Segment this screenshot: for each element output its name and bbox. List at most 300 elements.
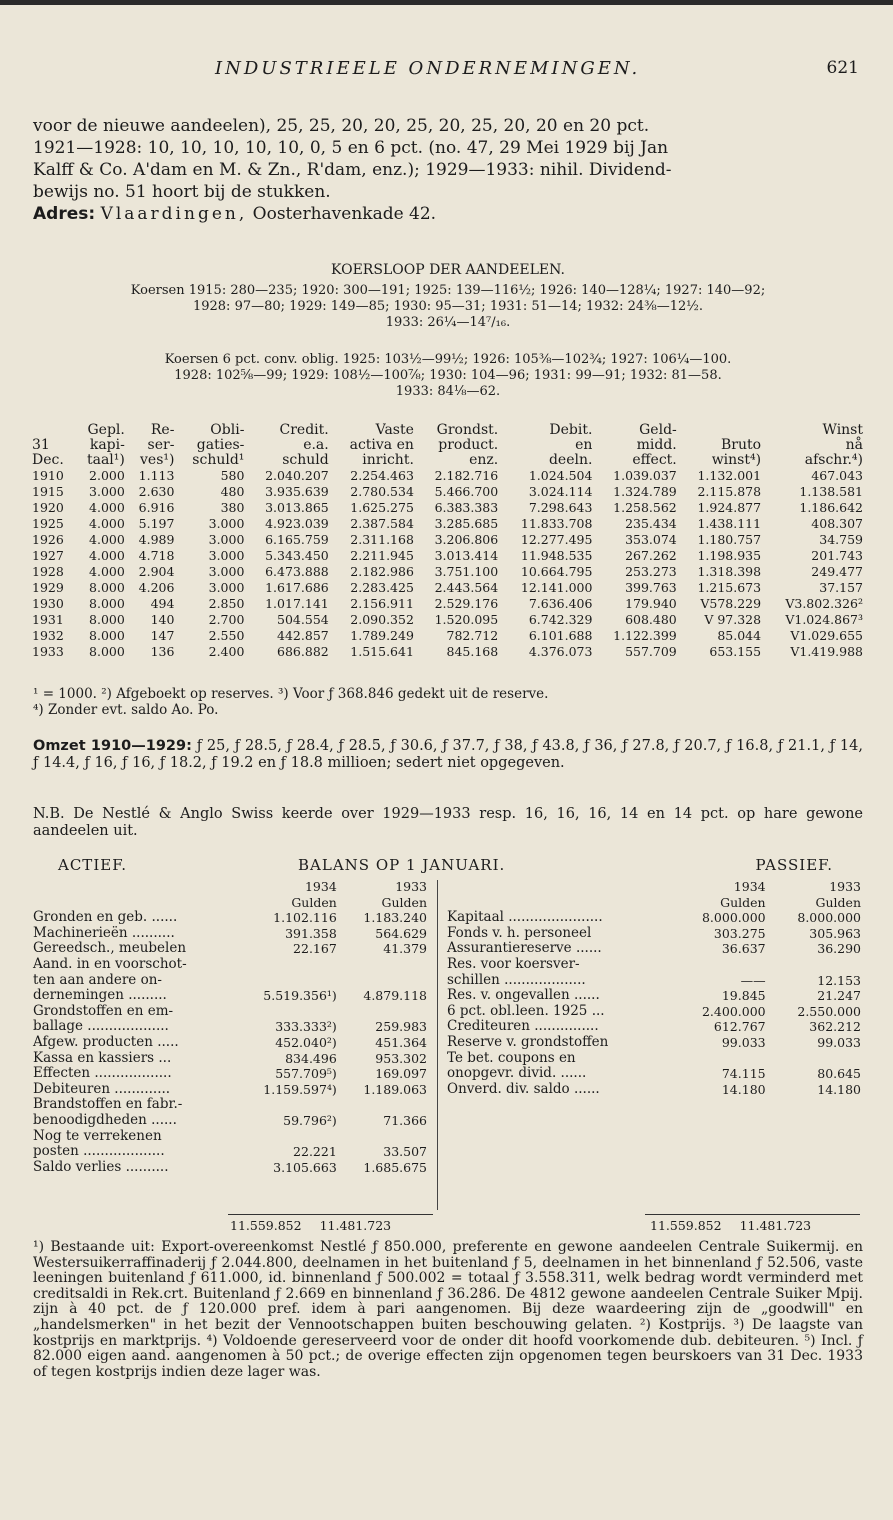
- passief-row: [444, 926, 864, 942]
- balance-item-label: Crediteuren ...............: [447, 1018, 599, 1035]
- table-cell: 653.155: [709, 644, 762, 659]
- actief-row: [30, 1097, 430, 1113]
- table-cell: 1.318.398: [697, 564, 762, 579]
- header-cell: Re-: [150, 422, 175, 438]
- table-cell: 2.550: [208, 628, 245, 643]
- header-cell: 31: [32, 437, 50, 453]
- table-cell: 140: [150, 612, 175, 627]
- table-header-row: [30, 453, 865, 468]
- table-cell: 1927: [32, 548, 64, 563]
- header-cell: ser-: [147, 437, 175, 453]
- oblig-koers-lines: [33, 352, 863, 400]
- balance-item-label: 6 pct. obl.leen. 1925 ...: [447, 1002, 605, 1019]
- actief-total-rule: [228, 1214, 433, 1215]
- balance-item-label: Afgew. producten .....: [33, 1033, 179, 1050]
- table-row: [30, 628, 865, 644]
- address-label: Adres:: [33, 204, 96, 224]
- table-cell: 1925: [32, 516, 64, 531]
- table-cell: 8.000: [89, 644, 125, 659]
- table-cell: 557.709: [625, 644, 677, 659]
- balance-item-label: Grondstoffen en em-: [33, 1002, 174, 1019]
- passief-row: [444, 1019, 864, 1035]
- header-cell: kapi-: [89, 437, 125, 453]
- financial-history-table: [30, 423, 865, 660]
- table-cell: 1.515.641: [350, 644, 414, 659]
- actief-row: [30, 1129, 430, 1145]
- balance-item-label: Res. v. ongevallen ......: [447, 987, 600, 1004]
- table-cell: 7.298.643: [528, 500, 593, 515]
- footnotes: ¹) Bestaande uit: Export-overeenkomst Nestlé ƒ 850.000, preferente en gewone aandeelen Centrale Suikermij. en Westersuikerraffinaderij ƒ 2.044.800, deelnamen in het buitenland ƒ 5, deelnamen in het binnenland ƒ 52.506, vaste leeningen buitenland ƒ 611.000, id. binnenland ƒ 500.002 = totaal ƒ 3.558.311, welk bedrag wordt verminderd met creditsaldi in Rek.crt. Buitenland ƒ 2.669 en binnenland ƒ 36.286. De 4812 gewone aandeelen Centrale Suiker Mpij. zijn à 40 pct. de ƒ 120.000 pref. idem à pari aangenomen. Bij deze waardeering zijn de „goodwill" en „handelsmerken" in het bezit der Vennootschappen buiten beschouwing gelaten. ²) Kostprijs. ³) De laagste van kostprijs en marktprijs. ⁴) Voldoende gereserveerd voor de onder dit hoofd voorkomende dub. debiteuren. ⁵) Incl. ƒ 82.000 eigen aand. aangenomen à 50 pct.; de overige effecten zijn opgenomen tegen beurskoers van 31 Dec. 1933 of tegen kostprijs indien deze lager was.: [33, 1239, 863, 1380]
- table-cell: 1.625.275: [350, 500, 414, 515]
- balance-item-value: 8.000.000: [701, 910, 766, 926]
- koers-line: Koersen 1915: 280—235; 1920: 300—191; 1925: 139—116½; 1926: 140—128¼; 1927: 140—92;: [130, 283, 766, 298]
- table-cell: 1930: [32, 596, 64, 611]
- table-row: [30, 548, 865, 564]
- omzet-label: Omzet 1910—1929:: [33, 738, 192, 754]
- table-cell: 85.044: [717, 628, 762, 643]
- table-cell: 2.211.945: [350, 548, 414, 563]
- table-row: [30, 596, 865, 612]
- table-cell: 782.712: [446, 628, 499, 643]
- table-cell: 249.477: [811, 564, 863, 579]
- passief-body: [444, 910, 864, 1097]
- balance-item-value: 1.183.240: [363, 910, 427, 926]
- table-cell: 3.000: [208, 516, 245, 531]
- balance-divider: [437, 880, 438, 1210]
- balance-item-value: 59.796²): [283, 1112, 337, 1128]
- table-cell: 380: [220, 500, 245, 515]
- table-cell: 1910: [32, 468, 64, 483]
- table-cell: 1.924.877: [697, 500, 762, 515]
- balance-item-value: 452.040²): [275, 1034, 337, 1050]
- table-cell: V1.419.988: [790, 644, 863, 659]
- balance-item-value: 1.685.675: [363, 1159, 427, 1175]
- actief-row: [30, 926, 430, 942]
- table-cell: 3.000: [208, 532, 245, 547]
- table-cell: 2.000: [89, 468, 125, 483]
- balance-item-value: 19.845: [721, 988, 766, 1004]
- balance-item-value: ——: [740, 972, 766, 988]
- balance-item-value: 33.507: [383, 1144, 427, 1160]
- actief-row: [30, 1082, 430, 1098]
- table-cell: 4.000: [89, 548, 125, 563]
- table-cell: 179.940: [625, 596, 677, 611]
- table-cell: 267.262: [625, 548, 677, 563]
- page-top-edge: [0, 0, 893, 5]
- balance-item-label: benoodigdheden ......: [33, 1111, 177, 1128]
- header-cell: Geld-: [639, 422, 677, 438]
- table-cell: 8.000: [89, 580, 125, 595]
- header-cell: schuld: [282, 452, 329, 468]
- intro-line: voor de nieuwe aandeelen), 25, 25, 20, 20, 25, 20, 25, 20, 20 en 20 pct.: [33, 116, 650, 136]
- table-cell: 2.115.878: [697, 484, 762, 499]
- table-cell: 467.043: [811, 468, 863, 483]
- table-cell: 1928: [32, 564, 64, 579]
- table-cell: 4.000: [89, 532, 125, 547]
- balance-item-value: [340, 1097, 430, 1113]
- header-cell: Winst: [822, 422, 863, 438]
- table-cell: 2.090.352: [350, 612, 414, 627]
- table-cell: 2.182.986: [350, 564, 414, 579]
- header-cell: schuld¹: [192, 452, 245, 468]
- table-cell: V 97.328: [704, 612, 762, 627]
- table-cell: V1.029.655: [790, 628, 863, 643]
- table-cell: 4.718: [138, 548, 175, 563]
- table-cell: 494: [150, 596, 175, 611]
- table-cell: 147: [150, 628, 175, 643]
- table-cell: 4.206: [138, 580, 175, 595]
- balance-item-label: Te bet. coupons en: [447, 1049, 576, 1066]
- table-cell: 1.024.504: [528, 468, 593, 483]
- table-cell: 608.480: [625, 612, 677, 627]
- passief-year-row: [444, 879, 864, 895]
- balance-item-value: 74.115: [721, 1066, 766, 1082]
- table-cell: 4.000: [89, 516, 125, 531]
- unit-header: Gulden: [720, 894, 766, 910]
- balance-item-value: 99.033: [817, 1034, 861, 1050]
- table-row: [30, 500, 865, 516]
- balance-item-value: 3.105.663: [273, 1159, 337, 1175]
- balance-item-value: 36.290: [817, 941, 861, 957]
- table-cell: 2.630: [138, 484, 175, 499]
- balance-item-value: 391.358: [285, 925, 337, 941]
- passief-row: [444, 1082, 864, 1098]
- balance-item-value: 834.496: [285, 1050, 337, 1066]
- actief-label: ACTIEF.: [58, 856, 128, 874]
- balance-passief-table: [444, 879, 864, 1097]
- balance-heading: [33, 856, 863, 876]
- table-cell: 6.916: [138, 500, 175, 515]
- table-cell: 7.636.406: [528, 596, 593, 611]
- table-cell: 353.074: [625, 532, 677, 547]
- balance-item-label: Reserve v. grondstoffen: [447, 1033, 609, 1050]
- table-cell: 580: [220, 468, 245, 483]
- balance-item-value: 557.709⁵): [275, 1066, 337, 1082]
- balance-item-label: ballage ...................: [33, 1018, 169, 1035]
- header-cell: afschr.⁴): [804, 452, 863, 468]
- balance-item-value: 612.767: [713, 1019, 766, 1035]
- address-street: Oosterhavenkade 42.: [252, 204, 437, 224]
- table-cell: 12.141.000: [520, 580, 593, 595]
- balance-item-value: [340, 1004, 430, 1020]
- intro-paragraph: [33, 115, 863, 225]
- table-cell: 1.617.686: [265, 580, 329, 595]
- table-cell: 3.751.100: [434, 564, 499, 579]
- table-cell: 3.206.806: [434, 532, 499, 547]
- table-cell: 1926: [32, 532, 64, 547]
- header-cell: product.: [438, 437, 499, 453]
- table-cell: 1.324.789: [613, 484, 677, 499]
- balance-item-value: 564.629: [375, 925, 427, 941]
- table-cell: 1920: [32, 500, 64, 515]
- actief-row: [30, 1113, 430, 1129]
- actief-row: [30, 941, 430, 957]
- balance-item-label: Onverd. div. saldo ......: [447, 1080, 600, 1097]
- balance-item-value: 2.550.000: [797, 1003, 861, 1019]
- actief-row: [30, 1144, 430, 1160]
- total-1934: 11.559.852: [230, 1218, 302, 1233]
- actief-row: [30, 1066, 430, 1082]
- unit-header: Gulden: [381, 894, 427, 910]
- table-cell: 1931: [32, 612, 64, 627]
- header-cell: Gepl.: [87, 422, 125, 438]
- table-cell: 3.000: [89, 484, 125, 499]
- balance-item-value: 99.033: [721, 1034, 766, 1050]
- balance-item-value: [769, 957, 864, 973]
- header-cell: e.a.: [303, 437, 329, 453]
- actief-row: [30, 910, 430, 926]
- table-cell: 201.743: [811, 548, 863, 563]
- balance-item-value: 21.247: [817, 988, 861, 1004]
- actief-row: [30, 988, 430, 1004]
- header-cell: Obli-: [210, 422, 245, 438]
- table-cell: 2.040.207: [265, 468, 329, 483]
- table-cell: 504.554: [277, 612, 329, 627]
- balance-item-value: 22.167: [293, 941, 337, 957]
- balance-item-value: [673, 1051, 768, 1067]
- balance-item-value: 305.963: [809, 925, 861, 941]
- balance-item-label: Fonds v. h. personeel: [447, 924, 592, 941]
- balance-item-value: 2.400.000: [701, 1003, 766, 1019]
- table-note: ⁴) Zonder evt. saldo Ao. Po.: [33, 702, 219, 718]
- table-cell: 3.000: [208, 548, 245, 563]
- balance-item-value: [340, 1129, 430, 1145]
- table-cell: 1.520.095: [434, 612, 499, 627]
- table-cell: 1.789.249: [350, 628, 414, 643]
- table-cell: 2.387.584: [350, 516, 414, 531]
- actief-row: [30, 1051, 430, 1067]
- balance-item-label: dernemingen .........: [33, 987, 167, 1004]
- balance-item-label: Nog te verrekenen: [33, 1127, 162, 1144]
- actief-row: [30, 1160, 430, 1176]
- passief-totals: [650, 1218, 811, 1233]
- table-row: [30, 580, 865, 596]
- balance-item-value: [237, 1129, 340, 1145]
- table-cell: 8.000: [89, 612, 125, 627]
- actief-year-row: [30, 879, 430, 895]
- oblig-line: 1928: 102⅝—99; 1929: 108½—100⅞; 1930: 104—96; 1931: 99—91; 1932: 81—58.: [174, 368, 722, 383]
- table-body: [30, 468, 865, 660]
- oblig-line: 1933: 84⅛—62.: [395, 384, 501, 399]
- table-cell: 1.198.935: [697, 548, 762, 563]
- table-cell: 2.529.176: [434, 596, 499, 611]
- balance-item-value: 451.364: [375, 1034, 427, 1050]
- header-cell: Dec.: [32, 452, 64, 468]
- balance-item-value: 5.519.356¹): [263, 988, 337, 1004]
- passief-row: [444, 910, 864, 926]
- table-note: ¹ = 1000. ²) Afgeboekt op reserves. ³) Voor ƒ 368.846 gedekt uit de reserve.: [33, 686, 549, 702]
- koersloop-lines: [33, 283, 863, 331]
- table-cell: 5.343.450: [265, 548, 329, 563]
- balance-item-value: [237, 973, 340, 989]
- table-cell: 1.186.642: [799, 500, 863, 515]
- intro-line: Kalff & Co. A'dam en M. & Zn., R'dam, enz.); 1929—1933: nihil. Dividend-: [33, 160, 672, 180]
- header-cell: [679, 423, 763, 438]
- passief-unit-row: [444, 895, 864, 911]
- year-header: 1934: [304, 879, 337, 894]
- table-cell: 253.273: [625, 564, 677, 579]
- table-cell: 5.197: [138, 516, 175, 531]
- table-cell: 1929: [32, 580, 64, 595]
- balance-item-value: [237, 957, 340, 973]
- table-cell: 4.000: [89, 500, 125, 515]
- table-cell: 11.948.535: [520, 548, 593, 563]
- table-cell: 4.000: [89, 564, 125, 579]
- balance-item-label: Effecten ..................: [33, 1065, 172, 1082]
- table-cell: 399.763: [625, 580, 677, 595]
- balance-item-label: ten aan andere on-: [33, 971, 162, 988]
- table-cell: 4.989: [138, 532, 175, 547]
- table-cell: 686.882: [277, 644, 329, 659]
- table-cell: 1.258.562: [613, 500, 677, 515]
- table-cell: 6.473.888: [265, 564, 329, 579]
- table-cell: 442.857: [277, 628, 329, 643]
- balance-item-value: 14.180: [721, 1081, 766, 1097]
- table-cell: 408.307: [811, 516, 863, 531]
- table-cell: 2.156.911: [350, 596, 414, 611]
- header-cell: deeln.: [548, 452, 593, 468]
- table-row: [30, 612, 865, 628]
- balance-item-value: 14.180: [817, 1081, 861, 1097]
- balance-item-value: 1.102.116: [273, 910, 337, 926]
- address-line: [33, 203, 863, 225]
- table-cell: 6.383.383: [434, 500, 499, 515]
- passief-row: [444, 973, 864, 989]
- passief-total-rule: [645, 1214, 860, 1215]
- table-notes: [33, 686, 863, 718]
- passief-row: [444, 1051, 864, 1067]
- intro-line: 1921—1928: 10, 10, 10, 10, 10, 0, 5 en 6 pct. (no. 47, 29 Mei 1929 bij Jan: [33, 138, 669, 158]
- page-header: [30, 58, 863, 82]
- balance-item-value: 333.333²): [275, 1019, 337, 1035]
- table-cell: 8.000: [89, 628, 125, 643]
- table-cell: 4.923.039: [265, 516, 329, 531]
- balance-item-value: 8.000.000: [797, 910, 861, 926]
- balance-item-value: [340, 973, 430, 989]
- balance-item-label: Gronden en geb. ......: [33, 909, 178, 926]
- balance-item-value: [237, 1097, 340, 1113]
- header-cell: winst⁴): [711, 452, 762, 468]
- table-cell: 136: [150, 644, 175, 659]
- page-number: 621: [826, 58, 859, 78]
- balance-item-value: 1.189.063: [363, 1081, 427, 1097]
- table-cell: 1.438.111: [697, 516, 762, 531]
- balance-item-label: Machinerieën ..........: [33, 924, 175, 941]
- table-cell: 4.376.073: [528, 644, 593, 659]
- table-cell: 2.904: [138, 564, 175, 579]
- balance-item-value: 80.645: [817, 1066, 861, 1082]
- table-cell: 235.434: [625, 516, 677, 531]
- balance-actief-table: [30, 879, 430, 1175]
- header-cell: Credit.: [279, 422, 329, 438]
- balance-item-label: schillen ...................: [447, 971, 586, 988]
- table-cell: 1932: [32, 628, 64, 643]
- balance-item-value: 303.275: [713, 925, 766, 941]
- balance-item-value: 953.302: [375, 1050, 427, 1066]
- table-row: [30, 644, 865, 660]
- table-cell: 1.122.399: [613, 628, 677, 643]
- unit-header: Gulden: [291, 894, 337, 910]
- intro-line: bewijs no. 51 hoort bij de stukken.: [33, 182, 331, 202]
- balance-item-value: 1.159.597⁴): [263, 1081, 337, 1097]
- table-cell: 845.168: [446, 644, 499, 659]
- header-cell: Vaste: [375, 422, 414, 438]
- table-row: [30, 468, 865, 484]
- header-cell: inricht.: [362, 452, 414, 468]
- oblig-line: Koersen 6 pct. conv. oblig. 1925: 103½—99½; 1926: 105⅜—102¾; 1927: 106¼—100.: [164, 352, 732, 367]
- header-cell: midd.: [636, 437, 677, 453]
- passief-row: [444, 1004, 864, 1020]
- actief-row: [30, 1035, 430, 1051]
- table-cell: 2.254.463: [350, 468, 414, 483]
- header-cell: nå: [845, 437, 863, 453]
- balance-item-value: 362.212: [809, 1019, 861, 1035]
- table-cell: 1.138.581: [799, 484, 863, 499]
- table-cell: 6.165.759: [265, 532, 329, 547]
- balance-item-label: posten ...................: [33, 1143, 165, 1160]
- table-row: [30, 516, 865, 532]
- header-cell: activa en: [349, 437, 414, 453]
- actief-row: [30, 973, 430, 989]
- header-cell: effect.: [632, 452, 677, 468]
- header-cell: enz.: [469, 452, 499, 468]
- table-cell: 34.759: [819, 532, 863, 547]
- passief-row: [444, 957, 864, 973]
- balance-item-label: Brandstoffen en fabr.-: [33, 1096, 183, 1113]
- year-header: 1933: [829, 879, 861, 894]
- balance-item-value: [769, 1051, 864, 1067]
- running-title: INDUSTRIEELE ONDERNEMINGEN.: [215, 58, 641, 79]
- table-cell: 1.132.001: [697, 468, 762, 483]
- table-cell: 8.000: [89, 596, 125, 611]
- header-cell: Bruto: [721, 437, 762, 453]
- header-cell: en: [575, 437, 593, 453]
- table-row: [30, 484, 865, 500]
- balance-item-label: Aand. in en voorschot-: [33, 955, 187, 972]
- balance-item-label: Kassa en kassiers ...: [33, 1049, 172, 1066]
- koers-line: 1928: 97—80; 1929: 149—85; 1930: 95—31; 1931: 51—14; 1932: 24⅜—12½.: [192, 299, 704, 314]
- table-cell: 3.935.639: [265, 484, 329, 499]
- table-header-row: [30, 423, 865, 438]
- header-cell: gaties-: [196, 437, 245, 453]
- actief-body: [30, 910, 430, 1175]
- table-cell: 10.664.795: [520, 564, 593, 579]
- table-cell: V1.024.867³: [785, 612, 863, 627]
- balance-item-label: Saldo verlies ..........: [33, 1158, 169, 1175]
- table-header-row: [30, 438, 865, 453]
- table-cell: 12.277.495: [520, 532, 593, 547]
- balance-item-label: Kapitaal ......................: [447, 909, 603, 926]
- actief-row: [30, 1019, 430, 1035]
- balance-item-value: 259.983: [375, 1019, 427, 1035]
- balance-item-value: [340, 957, 430, 973]
- balance-item-value: 71.366: [383, 1112, 427, 1128]
- table-cell: 3.013.414: [434, 548, 499, 563]
- header-cell: taal¹): [86, 452, 125, 468]
- koers-line: 1933: 26¼—14⁷/₁₆.: [385, 315, 511, 330]
- balance-item-label: onopgevr. divid. ......: [447, 1065, 587, 1082]
- header-cell: ves¹): [140, 452, 175, 468]
- total-1934: 11.559.852: [650, 1218, 722, 1233]
- passief-row: [444, 1066, 864, 1082]
- balance-item-value: 22.221: [293, 1144, 337, 1160]
- table-cell: 2.780.534: [350, 484, 414, 499]
- balance-item-value: 169.097: [375, 1066, 427, 1082]
- balance-title: BALANS OP 1 JANUARI.: [298, 856, 506, 874]
- total-1933: 11.481.723: [319, 1218, 392, 1233]
- table-cell: 2.283.425: [350, 580, 414, 595]
- unit-header: Gulden: [815, 894, 861, 910]
